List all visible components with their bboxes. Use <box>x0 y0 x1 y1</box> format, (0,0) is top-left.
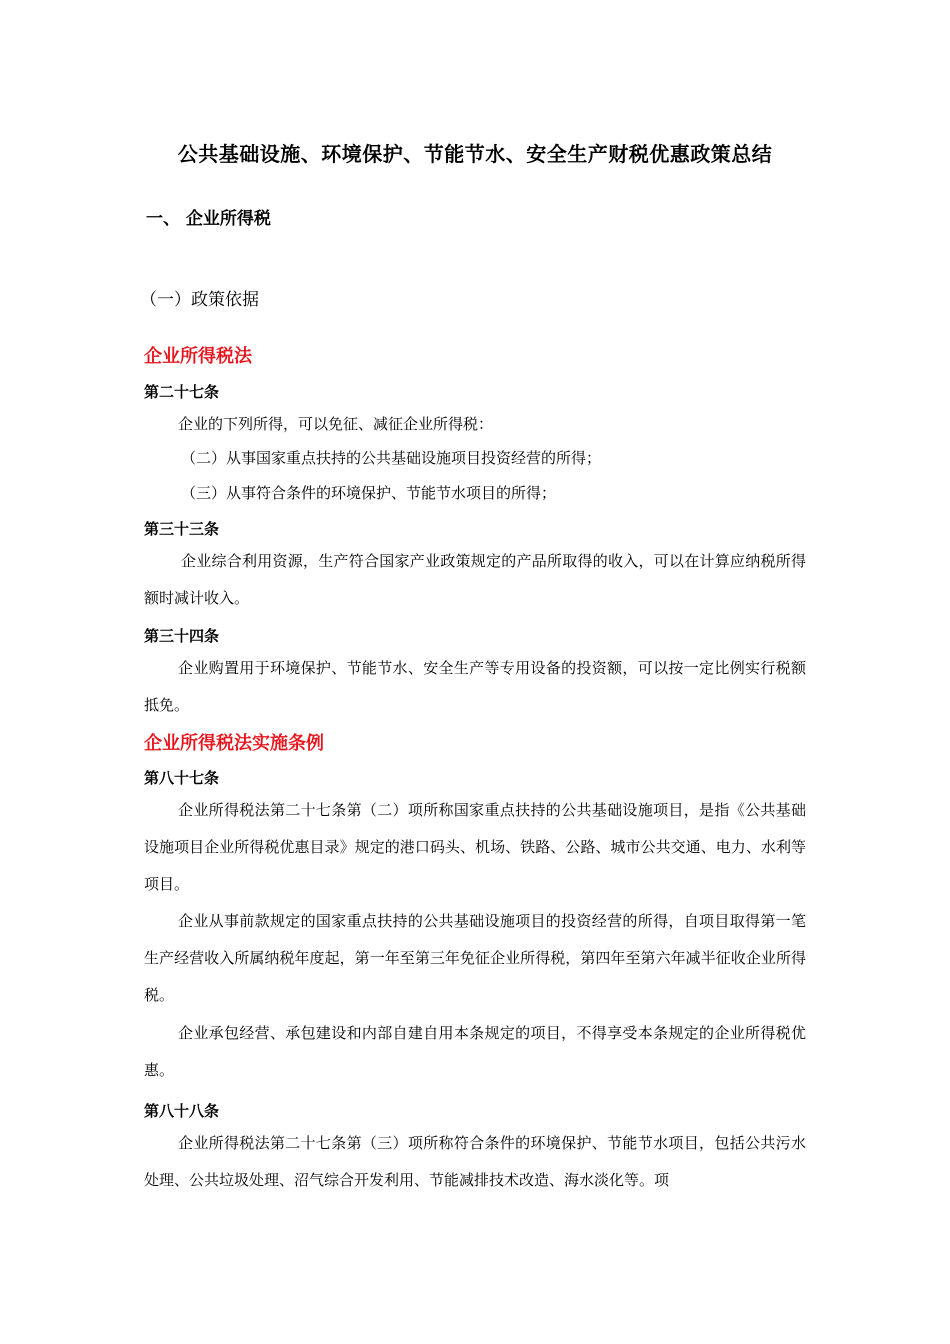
section-heading: 一、 企业所得税 <box>146 209 271 229</box>
subsection-heading: （一）政策依据 <box>140 290 259 310</box>
law-title-cit: 企业所得税法 <box>144 346 252 367</box>
article-88-paragraph-1: 企业所得税法第二十七条第（三）项所称符合条件的环境保护、节能节水项目，包括公共污水处理、公共垃圾处理、沼气综合开发利用、节能减排技术改造、海水淡化等。项 <box>144 1134 806 1189</box>
article-34-text: 企业购置用于环境保护、节能节水、安全生产等专用设备的投资额，可以按一定比例实行税额抵免。 <box>144 659 806 714</box>
article-33-text: 企业综合利用资源，生产符合国家产业政策规定的产品所取得的收入，可以在计算应纳税所得额时减计收入。 <box>144 552 806 607</box>
article-87-heading: 第八十七条 <box>144 769 220 787</box>
article-27-heading: 第二十七条 <box>144 383 220 401</box>
article-33-heading: 第三十三条 <box>144 520 220 538</box>
article-34-heading: 第三十四条 <box>144 627 220 645</box>
law-title-regulations: 企业所得税法实施条例 <box>144 733 324 754</box>
article-27-item-3: （三）从事符合条件的环境保护、节能节水项目的所得； <box>181 484 557 502</box>
article-87-paragraph-3: 企业承包经营、承包建设和内部自建自用本条规定的项目，不得享受本条规定的企业所得税优惠。 <box>144 1024 806 1079</box>
article-87-paragraph-2: 企业从事前款规定的国家重点扶持的公共基础设施项目的投资经营的所得，自项目取得第一笔生产经营收入所属纳税年度起，第一年至第三年免征企业所得税，第四年至第六年减半征收企业所得税。 <box>144 912 806 1004</box>
article-27-item-2: （二）从事国家重点扶持的公共基础设施项目投资经营的所得； <box>181 449 602 467</box>
article-87-paragraph-1: 企业所得税法第二十七条第（二）项所称国家重点扶持的公共基础设施项目，是指《公共基础设施项目企业所得税优惠目录》规定的港口码头、机场、铁路、公路、城市公共交通、电力、水利等项目。 <box>144 801 806 893</box>
article-27-intro: 企业的下列所得，可以免征、减征企业所得税： <box>178 415 494 433</box>
document-title: 公共基础设施、环境保护、节能节水、安全生产财税优惠政策总结 <box>177 142 773 166</box>
article-88-heading: 第八十八条 <box>144 1102 220 1120</box>
